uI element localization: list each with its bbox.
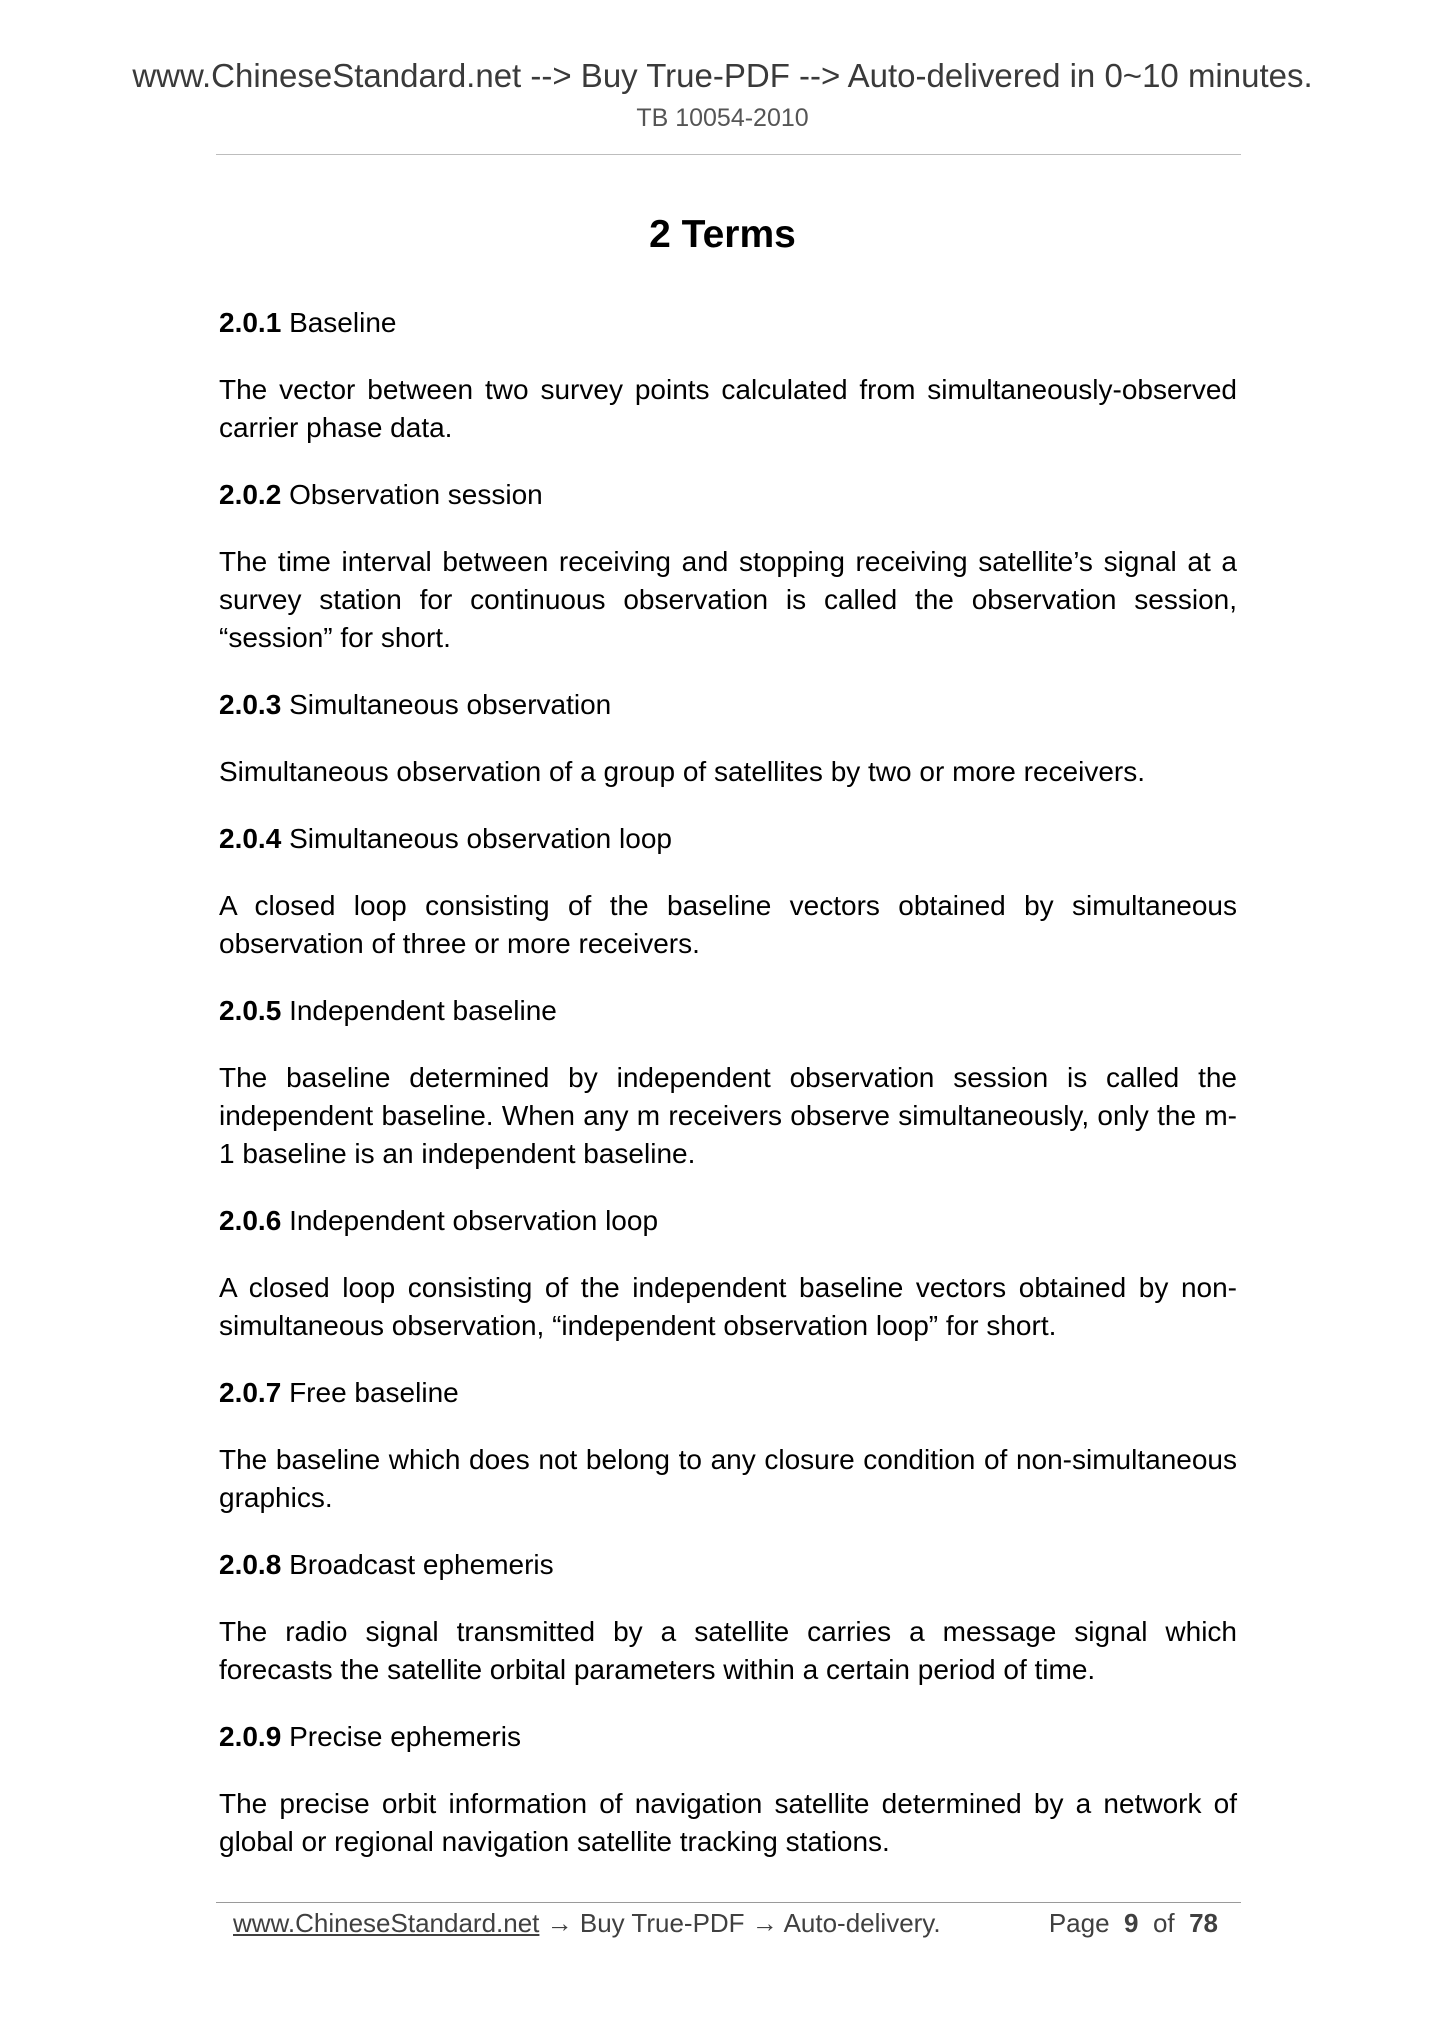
term-definition: A closed loop consisting of the independent baseline vectors obtained by non-simultaneous observation, “independent observation loop” for short. [219,1272,1237,1341]
footer-divider [216,1902,1241,1903]
page-of-word: of [1152,1908,1175,1938]
term-number: 2.0.5 [219,995,282,1026]
term-heading [219,686,1237,724]
term-definition: The vector between two survey points calculated from simultaneously-observed carrier phase data. [219,374,1237,443]
term-2-0-9 [219,1718,1237,1861]
term-title: Observation session [289,479,543,510]
term-2-0-1 [219,304,1237,447]
term-heading [219,992,1237,1030]
footer-site-link[interactable]: www.ChineseStandard.net [233,1908,540,1938]
term-definition: The baseline determined by independent observation session is called the independent baseline. When any m receivers observe simultaneously, only the m-1 baseline is an independent baseline. [219,1062,1237,1169]
term-title: Simultaneous observation loop [289,823,672,854]
term-2-0-2 [219,476,1237,657]
term-definition: The baseline which does not belong to any closure condition of non-simultaneous graphics. [219,1444,1237,1513]
term-2-0-5 [219,992,1237,1173]
term-title: Independent observation loop [289,1205,659,1236]
term-title: Broadcast ephemeris [289,1549,554,1580]
term-title: Free baseline [289,1377,459,1408]
page-word: Page [1048,1908,1110,1938]
page-indicator [1049,1904,1218,1942]
footer-promo-text: → Buy True-PDF → Auto-delivery. [539,1908,941,1938]
term-definition: The radio signal transmitted by a satellite carries a message signal which forecasts the satellite orbital parameters within a certain period of time. [219,1616,1237,1685]
term-heading [219,304,1237,342]
term-title: Independent baseline [289,995,557,1026]
term-number: 2.0.9 [219,1721,282,1752]
term-2-0-6 [219,1202,1237,1345]
term-number: 2.0.1 [219,307,282,338]
term-heading [219,1202,1237,1240]
document-code: TB 10054-2010 [636,104,809,132]
term-heading [219,820,1237,858]
term-definition: The time interval between receiving and stopping receiving satellite’s signal at a survey station for continuous observation is called the observation session, “session” for short. [219,546,1237,653]
term-number: 2.0.4 [219,823,282,854]
term-heading [219,1546,1237,1584]
term-number: 2.0.8 [219,1549,282,1580]
term-2-0-3 [219,686,1237,791]
page-title: 2 Terms [649,213,796,256]
header-divider [216,154,1241,155]
page-total: 78 [1189,1908,1218,1938]
term-number: 2.0.6 [219,1205,282,1236]
term-title: Baseline [289,307,397,338]
term-heading [219,1718,1237,1756]
term-definition: Simultaneous observation of a group of satellites by two or more receivers. [219,756,1146,787]
term-heading [219,476,1237,514]
page-current: 9 [1124,1908,1139,1938]
top-banner[interactable]: www.ChineseStandard.net --> Buy True-PDF --> Auto-delivered in 0~10 minutes. [132,57,1313,94]
term-2-0-8 [219,1546,1237,1689]
term-2-0-4 [219,820,1237,963]
term-number: 2.0.3 [219,689,282,720]
term-definition: A closed loop consisting of the baseline vectors obtained by simultaneous observation of three or more receivers. [219,890,1237,959]
term-title: Simultaneous observation [289,689,612,720]
term-number: 2.0.2 [219,479,282,510]
term-title: Precise ephemeris [289,1721,521,1752]
term-number: 2.0.7 [219,1377,282,1408]
term-2-0-7 [219,1374,1237,1517]
terms-list [219,304,1237,1890]
footer-promo [233,1904,941,1942]
term-heading [219,1374,1237,1412]
term-definition: The precise orbit information of navigation satellite determined by a network of global or regional navigation satellite tracking stations. [219,1788,1237,1857]
